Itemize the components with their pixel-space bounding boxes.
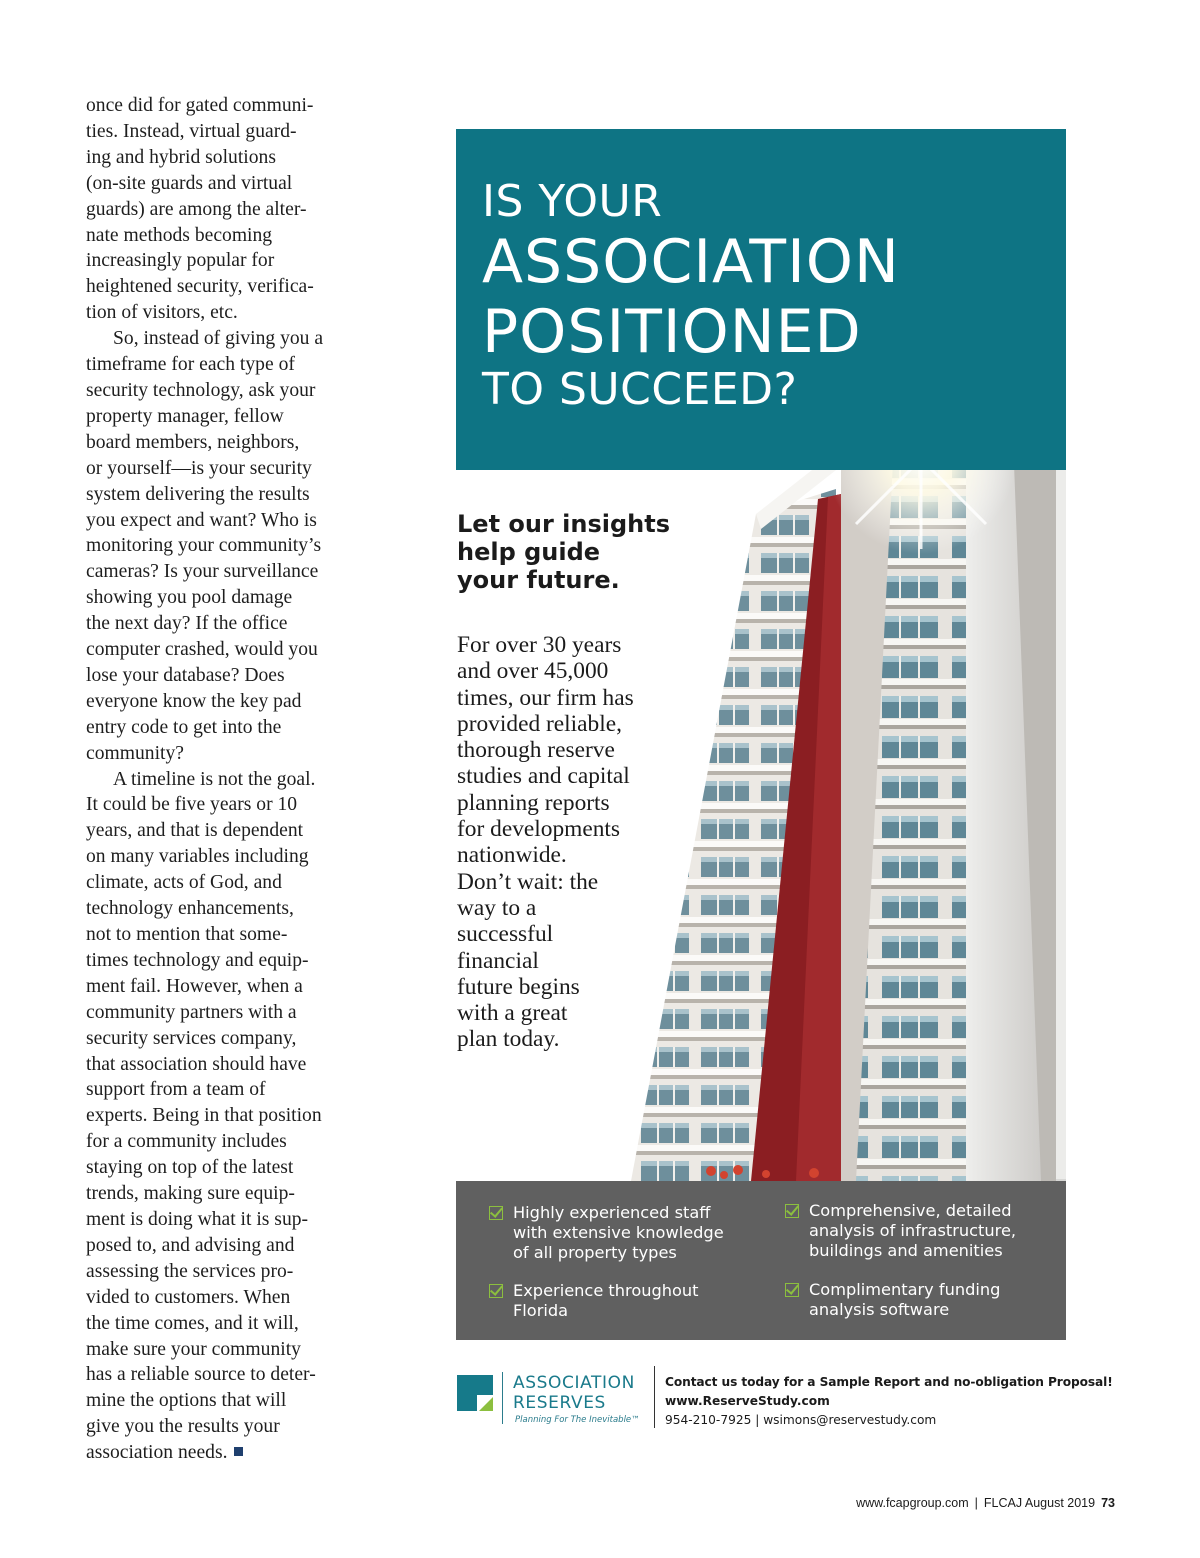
- logo-mark-icon: [457, 1375, 493, 1411]
- text-line: nate methods becoming: [86, 224, 273, 246]
- text-line: A timeline is not the goal.: [113, 768, 316, 790]
- subheadline-line: your future.: [457, 566, 620, 594]
- text-line: staying on top of the latest: [86, 1157, 294, 1179]
- text-line: mine the options that will: [86, 1390, 287, 1412]
- feature-item: [489, 1281, 699, 1321]
- body-line: financial: [457, 947, 539, 974]
- feature-text: [513, 1281, 699, 1321]
- text-line: It could be five years or 10: [86, 794, 298, 816]
- feature-item: [785, 1280, 1000, 1320]
- text-line: computer crashed, would you: [86, 639, 318, 661]
- association-reserves-logo[interactable]: [456, 1364, 656, 1426]
- end-of-article-square-icon: [234, 1447, 243, 1456]
- feature-line: of all property types: [513, 1243, 677, 1262]
- text-line: ment is doing what it is sup-: [86, 1208, 309, 1230]
- phone-number[interactable]: 954-210-7925: [665, 1413, 752, 1427]
- text-line: or yourself—is your security: [86, 457, 312, 479]
- text-line: So, instead of giving you a: [113, 328, 324, 350]
- contact-cta: Contact us today for a Sample Report and no-obligation Proposal!: [665, 1375, 1113, 1389]
- article-column: [86, 93, 356, 1466]
- footer-issue: FLCAJ August 2019: [983, 1496, 1096, 1510]
- text-line: board members, neighbors,: [86, 431, 300, 453]
- headline-line-2: ASSOCIATION: [482, 227, 900, 297]
- feature-text: [513, 1203, 724, 1263]
- body-line: planning reports: [457, 789, 610, 816]
- text-line: the time comes, and it will,: [86, 1312, 299, 1334]
- text-line: give you the results your: [86, 1416, 280, 1438]
- body-line: plan today.: [457, 1026, 560, 1053]
- page-footer: [856, 1496, 1115, 1510]
- checkbox-check-icon: [785, 1204, 799, 1218]
- feature-line: Complimentary funding: [809, 1280, 1001, 1299]
- body-line: times, our firm has: [457, 684, 634, 711]
- text-line: vided to customers. When: [86, 1286, 291, 1308]
- contact-divider: [654, 1366, 655, 1428]
- article-paragraph-1: [86, 93, 356, 326]
- association-reserves-ad[interactable]: [456, 129, 1113, 1429]
- text-line: cameras? Is your surveillance: [86, 561, 319, 583]
- feature-line: Experience throughout: [513, 1281, 699, 1300]
- text-line: property manager, fellow: [86, 405, 284, 427]
- text-line: on many variables including: [86, 846, 309, 868]
- body-line: provided reliable,: [457, 710, 622, 737]
- body-line: for developments: [457, 816, 621, 843]
- text-line: ing and hybrid solutions: [86, 146, 276, 168]
- text-line: trends, making sure equip-: [86, 1183, 295, 1205]
- subheadline-line: Let our insights: [457, 510, 671, 538]
- feature-line: analysis of infrastructure,: [809, 1221, 1017, 1240]
- body-line: way to a: [457, 894, 537, 921]
- logo-name-line: RESERVES: [513, 1393, 606, 1413]
- headline-line-3: POSITIONED: [482, 297, 862, 367]
- text-line: increasingly popular for: [86, 250, 275, 272]
- email-link[interactable]: wsimons@reservestudy.com: [763, 1413, 937, 1427]
- feature-line: Florida: [513, 1301, 569, 1320]
- text-line: climate, acts of God, and: [86, 872, 282, 894]
- body-line: and over 45,000: [457, 658, 609, 685]
- text-line: guards) are among the alter-: [86, 198, 307, 220]
- body-line: thorough reserve: [457, 737, 615, 764]
- page-number: 73: [1101, 1496, 1115, 1510]
- logo-tagline: Planning For The Inevitable™: [515, 1415, 640, 1425]
- text-line-last-text: association needs.: [86, 1442, 228, 1464]
- text-line: everyone know the key pad: [86, 690, 302, 712]
- text-line: security services company,: [86, 1027, 297, 1049]
- text-line: make sure your community: [86, 1338, 301, 1360]
- text-line: assessing the services pro-: [86, 1260, 294, 1282]
- text-line: monitoring your community’s: [86, 535, 322, 557]
- text-line: entry code to get into the: [86, 716, 282, 738]
- text-line: system delivering the results: [86, 483, 310, 505]
- subheadline-line: help guide: [457, 538, 601, 566]
- text-line: posed to, and advising and: [86, 1234, 295, 1256]
- body-line: with a great: [457, 1000, 568, 1027]
- text-line: (on-site guards and virtual: [86, 172, 293, 194]
- feature-line: Comprehensive, detailed: [809, 1201, 1012, 1220]
- text-line: community partners with a: [86, 1001, 297, 1023]
- text-line: has a reliable source to deter-: [86, 1364, 316, 1386]
- headline-panel: [456, 129, 1066, 470]
- feature-line: buildings and amenities: [809, 1241, 1003, 1260]
- contact-separator: |: [755, 1413, 760, 1427]
- body-line: Don’t wait: the: [457, 868, 599, 895]
- checkbox-check-icon: [785, 1283, 799, 1297]
- feature-line: with extensive knowledge: [513, 1223, 724, 1242]
- feature-text: [809, 1280, 1000, 1320]
- text-line: timeframe for each type of: [86, 354, 295, 376]
- body-line: future begins: [457, 973, 580, 1000]
- text-line: heightened security, verifica-: [86, 276, 314, 298]
- text-line: that association should have: [86, 1053, 307, 1075]
- feature-line: analysis software: [809, 1300, 950, 1319]
- headline-line-1: IS YOUR: [482, 176, 663, 227]
- text-line: the next day? If the office: [86, 613, 288, 635]
- body-line: successful: [457, 921, 554, 948]
- footer-separator: |: [974, 1496, 978, 1510]
- text-line: times technology and equip-: [86, 949, 309, 971]
- feature-item: [785, 1201, 1016, 1261]
- footer-site[interactable]: www.fcapgroup.com: [856, 1496, 969, 1510]
- article-paragraph-3: [86, 767, 356, 1466]
- checkbox-check-icon: [489, 1284, 503, 1298]
- text-line: showing you pool damage: [86, 587, 293, 609]
- text-line-last: [86, 1440, 356, 1466]
- feature-line: Highly experienced staff: [513, 1203, 711, 1222]
- headline-line-4: TO SUCCEED?: [482, 364, 798, 415]
- feature-item: [489, 1203, 724, 1263]
- feature-text: [809, 1201, 1016, 1261]
- text-line: community?: [86, 742, 184, 764]
- body-line: For over 30 years: [457, 632, 622, 658]
- text-line: lose your database? Does: [86, 664, 285, 686]
- body-line: studies and capital: [457, 763, 630, 790]
- text-line: ties. Instead, virtual guard-: [86, 120, 297, 142]
- ad-subheadline: [457, 510, 717, 594]
- text-line: tion of visitors, etc.: [86, 302, 238, 324]
- text-line: security technology, ask your: [86, 379, 316, 401]
- contact-block: [665, 1373, 1113, 1430]
- checkbox-check-icon: [489, 1206, 503, 1220]
- contact-phone-email: [665, 1411, 1113, 1430]
- features-band: [456, 1181, 1066, 1340]
- text-line: years, and that is dependent: [86, 820, 304, 842]
- article-paragraph-2: [86, 326, 356, 766]
- body-line: nationwide.: [457, 842, 567, 869]
- text-line: you expect and want? Who is: [86, 509, 317, 531]
- text-line: experts. Being in that position: [86, 1105, 322, 1127]
- text-line: for a community includes: [86, 1131, 287, 1153]
- text-line: once did for gated communi-: [86, 95, 314, 116]
- website-link[interactable]: www.ReserveStudy.com: [665, 1394, 830, 1408]
- text-line: ment fail. However, when a: [86, 975, 303, 997]
- text-line: not to mention that some-: [86, 924, 288, 945]
- ad-body-copy: [457, 632, 677, 1053]
- logo-name-line: ASSOCIATION: [513, 1373, 635, 1393]
- text-line: technology enhancements,: [86, 898, 294, 920]
- logo-divider: [502, 1372, 503, 1424]
- text-line: support from a team of: [86, 1079, 266, 1101]
- logo-name: [513, 1373, 635, 1413]
